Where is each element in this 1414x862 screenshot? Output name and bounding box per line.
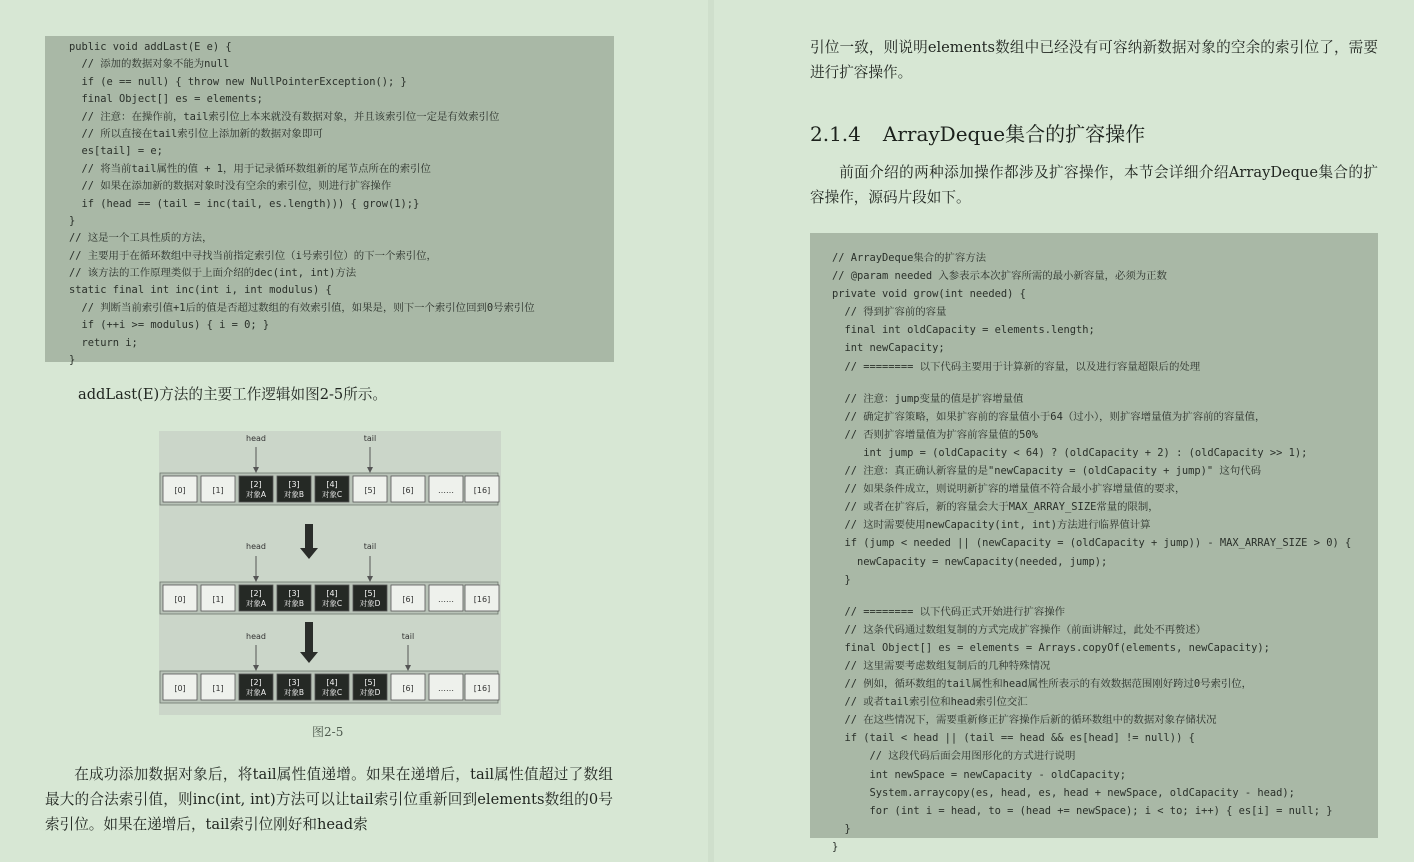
code-line: es[tail] = e; [69,145,163,158]
code-line: // ArrayDeque集合的扩容方法 [832,252,987,264]
code-line: // 或者tail索引位和head索引位交汇 [832,696,1028,709]
code-line: // 得到扩容前的容量 [832,306,947,319]
cell-index: …… [438,684,454,693]
cell-object: 对象A [245,688,267,697]
code-line: // 这时需要使用newCapacity(int, int)方法进行临界值计算 [832,519,1151,532]
step-arrow-shaft [305,622,313,653]
section-heading [810,118,1145,147]
code-line: final int oldCapacity = elements.length; [832,324,1095,337]
head-label: head [246,434,266,443]
step-arrow-head [300,652,318,663]
cell-index: [6] [402,595,414,604]
cell-index: [1] [212,486,224,495]
code-line: // 例如，循环数组的tail属性和head属性所表示的有效数据范围刚好跨过0号索引位， [832,678,1253,691]
code-line: // 在这些情况下，需要重新修正扩容操作后新的循环数组中的数据对象存储状况 [832,714,1217,727]
cell-index: [0] [174,684,186,693]
code-line: } [832,573,851,586]
array-diagram [159,431,501,715]
code-line: // 这段代码后面会用图形化的方式进行说明 [832,750,1076,763]
code-line: // 添加的数据对象不能为null [69,58,230,71]
figure-2-5 [159,431,501,715]
cell-object: 对象A [245,490,267,499]
code-line: // 如果在添加新的数据对象时没有空余的索引位，则进行扩容操作 [69,180,392,193]
code-line: // 这里需要考虑数组复制后的几种特殊情况 [832,659,1051,672]
code-line: // 注意：jump变量的值是扩容增量值 [832,392,1024,405]
code-line: if (e == null) { throw new NullPointerException(); } [69,75,407,88]
tail-increment-paragraph: 在成功添加数据对象后，将tail属性值递增。如果在递增后，tail属性值超过了数组最大的合法索引值，则inc(int, int)方法可以让tail索引位重新回到elements数组的0号索引位。如果在递增后，tail索引位刚好和head索 [45,766,613,833]
code-line: int jump = (oldCapacity < 64) ? (oldCapacity + 2) : (oldCapacity >> 1); [832,446,1308,459]
code-line: // ======== 以下代码主要用于计算新的容量，以及进行容量超限后的处理 [832,360,1201,373]
code-line: if (++i >= modulus) { i = 0; } [69,319,270,332]
pointer-arrowhead [253,467,259,473]
grow-code-block [810,233,1378,853]
cell-object: 对象C [321,688,343,697]
pointer-arrowhead [367,467,373,473]
tail-label: tail [363,434,377,443]
cell-index: [2] [250,480,262,489]
code-line: // 注意：真正确认新容量的是"newCapacity = (oldCapacity + jump)" 这句代码 [832,465,1261,478]
cell-object: 对象A [245,599,267,608]
tail-label: tail [401,632,415,641]
cell-index: [3] [288,678,300,687]
cell-index: [3] [288,589,300,598]
code-line: // 这是一个工具性质的方法， [69,232,213,245]
head-label: head [246,632,266,641]
continued-paragraph: 引位一致，则说明elements数组中已经没有可容纳新数据对象的空余的索引位了，需要进行扩容操作。 [810,39,1378,81]
code-line: System.arraycopy(es, head, es, head + newSpace, oldCapacity - head); [832,786,1295,799]
code-line: return i; [69,336,138,349]
code-line: } [832,822,851,835]
pointer-arrowhead [367,576,373,582]
cell-index: [4] [326,589,338,598]
code-line [832,589,1378,603]
cell-index: [0] [174,595,186,604]
code-line: // ======== 以下代码正式开始进行扩容操作 [832,605,1066,618]
cell-index: [1] [212,595,224,604]
cell-object: 对象D [359,688,381,697]
code-line: static final int inc(int i, int modulus) { [69,284,332,297]
code-line: // 确定扩容策略，如果扩容前的容量值小于64（过小），则扩容增量值为扩容前的容量值， [832,410,1266,423]
code-line: // 如果条件成立，则说明新扩容的增量值不符合最小扩容增量值的要求， [832,483,1186,496]
code-line: // 这条代码通过数组复制的方式完成扩容操作（前面讲解过，此处不再赘述） [832,623,1207,636]
cell-index: [2] [250,678,262,687]
section-title: ArrayDeque集合的扩容操作 [882,122,1146,146]
code-line: for (int i = head, to = (head += newSpace); i < to; i++) { es[i] = null; } [832,804,1333,817]
intro-paragraph: 前面介绍的两种添加操作都涉及扩容操作，本节会详细介绍ArrayDeque集合的扩容操作，源码片段如下。 [810,164,1378,206]
cell-index: [4] [326,678,338,687]
cell-object: 对象B [283,688,305,697]
cell-index: [5] [364,486,376,495]
cell-index: [16] [473,684,491,693]
cell-index: [16] [473,595,491,604]
code-line: } [69,214,76,227]
cell-object: 对象B [283,599,305,608]
code-line: // 注意：在操作前，tail索引位上本来就没有数据对象，并且该索引位一定是有效索引位 [69,110,500,123]
cell-object: 对象B [283,490,305,499]
cell-index: [6] [402,486,414,495]
cell-index: [5] [364,589,376,598]
code-line: // 主要用于在循环数组中寻找当前指定索引位（i号索引位）的下一个索引位， [69,249,437,262]
code-line: } [832,840,839,853]
figure-caption: 图2-5 [312,725,344,739]
code-line: // 否则扩容增量值为扩容前容量值的50% [832,428,1038,441]
code-line: // 所以直接在tail索引位上添加新的数据对象即可 [69,127,323,140]
code-line: // 该方法的工作原理类似于上面介绍的dec(int, int)方法 [69,267,357,280]
head-label: head [246,542,266,551]
cell-object: 对象D [359,599,381,608]
code-line: final Object[] es = elements = Arrays.copyOf(elements, newCapacity); [832,641,1270,654]
cell-index: [16] [473,486,491,495]
step-arrow-head [300,548,318,559]
cell-index: [6] [402,684,414,693]
cell-index: [2] [250,589,262,598]
cell-index: [1] [212,684,224,693]
code-line: final Object[] es = elements; [69,93,263,106]
code-line: // @param needed 入参表示本次扩容所需的最小新容量，必须为正数 [832,270,1167,283]
cell-index: [3] [288,480,300,489]
code-line: // 将当前tail属性的值 + 1，用于记录循环数组新的尾节点所在的索引位 [69,162,431,175]
code-line: int newSpace = newCapacity - oldCapacity; [832,768,1127,781]
cell-index: [4] [326,480,338,489]
code-line: private void grow(int needed) { [832,288,1026,301]
code-line: if (tail < head || (tail == head && es[head] != null)) { [832,732,1195,745]
cell-object: 对象C [321,490,343,499]
code-line [832,376,1378,390]
code-line: public void addLast(E e) { [69,41,232,53]
pointer-arrowhead [253,576,259,582]
code-line: // 或者在扩容后，新的容量会大于MAX_ARRAY_SIZE常量的限制， [832,501,1159,514]
code-line: if (jump < needed || (newCapacity = (oldCapacity + jump)) - MAX_ARRAY_SIZE > 0) { [832,537,1352,550]
addlast-description: addLast(E)方法的主要工作逻辑如图2-5所示。 [78,386,387,403]
cell-index: [5] [364,678,376,687]
code-line: } [69,354,76,367]
cell-index: …… [438,595,454,604]
section-number: 2.1.4 [810,122,861,146]
addlast-code-block [45,36,614,367]
code-line: newCapacity = newCapacity(needed, jump); [832,555,1108,568]
code-line: if (head == (tail = inc(tail, es.length))) { grow(1);} [69,197,420,210]
cell-index: …… [438,486,454,495]
tail-label: tail [363,542,377,551]
step-arrow-shaft [305,524,313,549]
cell-object: 对象C [321,599,343,608]
pointer-arrowhead [405,665,411,671]
pointer-arrowhead [253,665,259,671]
code-line: // 判断当前索引值+1后的值是否超过数组的有效索引值，如果是，则下一个索引位回到0号索引位 [69,301,535,314]
cell-index: [0] [174,486,186,495]
code-line: int newCapacity; [832,342,945,355]
